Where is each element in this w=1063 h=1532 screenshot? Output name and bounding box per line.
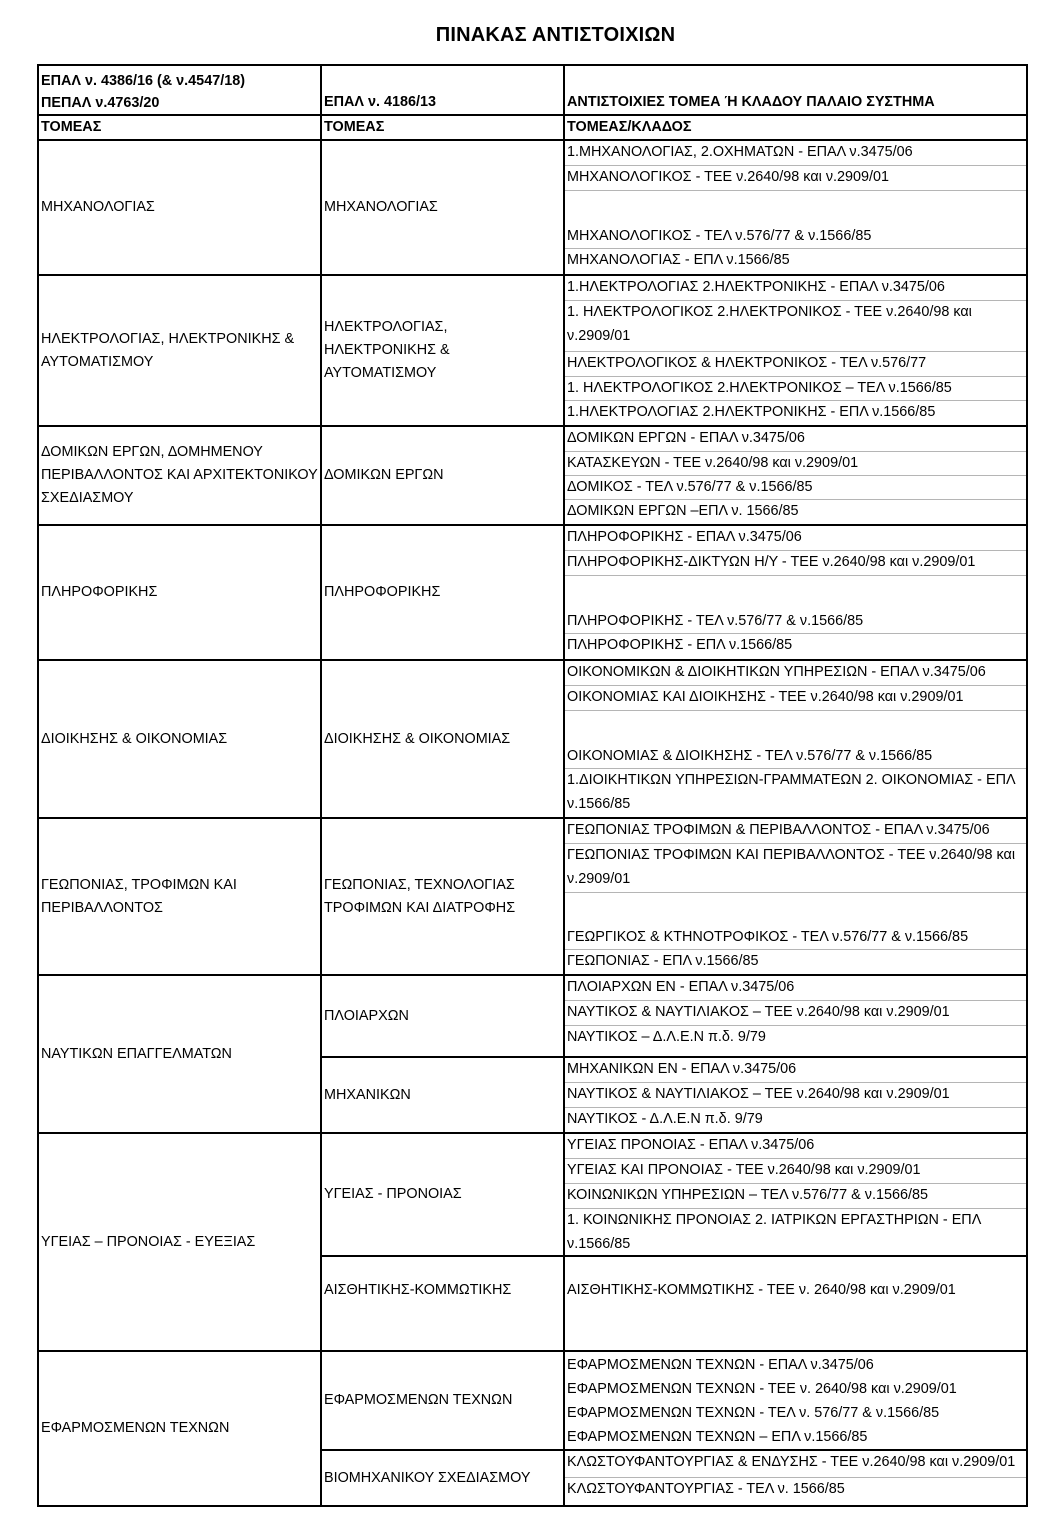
table-row	[38, 140, 1027, 275]
list-item: ΚΛΩΣΤΟΥΦΑΝΤΟΥΡΓΙΑΣ & ΕΝΔΥΣΗΣ - ΤΕΕ ν.2640/98 και ν.2909/01	[565, 1451, 1026, 1478]
list-item: ΝΑΥΤΙΚΟΣ - Δ.Λ.Ε.Ν π.δ. 9/79	[567, 1111, 763, 1127]
table-row	[38, 818, 1027, 975]
header-col1-line2: ΠΕΠΑΛ ν.4763/20	[41, 95, 160, 111]
subsector-cell: ΠΛΟΙΑΡΧΩΝ	[321, 975, 564, 1057]
list-item: 1.ΗΛΕΚΤΡΟΛΟΓΙΑΣ 2.ΗΛΕΚΤΡΟΝΙΚΗΣ - ΕΠΑΛ ν.3475/06	[565, 276, 1026, 301]
list-item: ΕΦΑΡΜΟΣΜΕΝΩΝ ΤΕΧΝΩΝ - ΤΕΕ ν. 2640/98 και ν.2909/01	[567, 1381, 957, 1397]
header-col1	[38, 65, 321, 115]
subsector-cell: ΜΗΧΑΝΟΛΟΓΙΑΣ	[321, 140, 564, 275]
list-item: ΟΙΚΟΝΟΜΙΑΣ ΚΑΙ ΔΙΟΙΚΗΣΗΣ - ΤΕΕ ν.2640/98 και ν.2909/01	[565, 686, 1026, 711]
correspondence-cell	[564, 525, 1027, 660]
list-item: ΚΟΙΝΩΝΙΚΩΝ ΥΠΗΡΕΣΙΩΝ – ΤΕΛ ν.576/77 & ν.1566/85	[565, 1184, 1026, 1209]
correspondence-cell	[564, 818, 1027, 975]
correspondence-cell: ΑΙΣΘΗΤΙΚΗΣ-ΚΟΜΜΩΤΙΚΗΣ - ΤΕΕ ν. 2640/98 και ν.2909/01	[564, 1256, 1027, 1351]
subsector-cell: ΓΕΩΠΟΝΙΑΣ, ΤΕΧΝΟΛΟΓΙΑΣ ΤΡΟΦΙΜΩΝ ΚΑΙ ΔΙΑΤΡΟΦΗΣ	[321, 818, 564, 975]
list-item: 1. ΗΛΕΚΤΡΟΛΟΓΙΚΟΣ 2.ΗΛΕΚΤΡΟΝΙΚΟΣ – ΤΕΛ ν.1566/85	[565, 377, 1026, 401]
list-item: ΜΗΧΑΝΟΛΟΓΙΚΟΣ - ΤΕΛ ν.576/77 & ν.1566/85	[565, 191, 1026, 249]
correspondence-cell	[564, 1057, 1027, 1133]
sector-cell: ΥΓΕΙΑΣ – ΠΡΟΝΟΙΑΣ - ΕΥΕΞΙΑΣ	[38, 1133, 321, 1351]
list-item: 1.ΜΗΧΑΝΟΛΟΓΙΑΣ, 2.ΟΧΗΜΑΤΩΝ - ΕΠΑΛ ν.3475/06	[565, 141, 1026, 166]
list-item: ΓΕΩΠΟΝΙΑΣ ΤΡΟΦΙΜΩΝ ΚΑΙ ΠΕΡΙΒΑΛΛΟΝΤΟΣ - ΤΕΕ ν.2640/98 και ν.2909/01	[565, 844, 1026, 893]
list-item: ΔΟΜΙΚΩΝ ΕΡΓΩΝ –ΕΠΛ ν. 1566/85	[567, 503, 799, 519]
sector-cell: ΜΗΧΑΝΟΛΟΓΙΑΣ	[38, 140, 321, 275]
table-row	[38, 525, 1027, 660]
sector-cell: ΔΙΟΙΚΗΣΗΣ & ΟΙΚΟΝΟΜΙΑΣ	[38, 660, 321, 818]
list-item: ΜΗΧΑΝΙΚΩΝ ΕΝ - ΕΠΑΛ ν.3475/06	[565, 1058, 1026, 1083]
subsector-cell: ΠΛΗΡΟΦΟΡΙΚΗΣ	[321, 525, 564, 660]
table-row	[38, 275, 1027, 426]
subsector-cell: ΒΙΟΜΗΧΑΝΙΚΟΥ ΣΧΕΔΙΑΣΜΟΥ	[321, 1450, 564, 1506]
correspondence-cell	[564, 660, 1027, 818]
list-item: 1. ΗΛΕΚΤΡΟΛΟΓΙΚΟΣ 2.ΗΛΕΚΤΡΟΝΙΚΟΣ - ΤΕΕ ν.2640/98 και ν.2909/01	[565, 301, 1026, 352]
list-item: ΔΟΜΙΚΩΝ ΕΡΓΩΝ - ΕΠΑΛ ν.3475/06	[565, 427, 1026, 452]
list-item: ΟΙΚΟΝΟΜΙΚΩΝ & ΔΙΟΙΚΗΤΙΚΩΝ ΥΠΗΡΕΣΙΩΝ - ΕΠΑΛ ν.3475/06	[565, 661, 1026, 686]
subheader-col3: ΤΟΜΕΑΣ/ΚΛΑΔΟΣ	[564, 115, 1027, 140]
subsector-cell: ΑΙΣΘΗΤΙΚΗΣ-ΚΟΜΜΩΤΙΚΗΣ	[321, 1256, 564, 1351]
correspondence-table	[37, 64, 1028, 1507]
table-row	[38, 426, 1027, 525]
list-item: ΟΙΚΟΝΟΜΙΑΣ & ΔΙΟΙΚΗΣΗΣ - ΤΕΛ ν.576/77 & ν.1566/85	[565, 711, 1026, 769]
header-row	[38, 65, 1027, 115]
correspondence-cell	[564, 1450, 1027, 1506]
table-row	[38, 1133, 1027, 1256]
correspondence-cell	[564, 426, 1027, 525]
list-item: ΠΛΟΙΑΡΧΩΝ ΕΝ - ΕΠΑΛ ν.3475/06	[565, 976, 1026, 1001]
subsector-cell: ΔΙΟΙΚΗΣΗΣ & ΟΙΚΟΝΟΜΙΑΣ	[321, 660, 564, 818]
list-item: ΠΛΗΡΟΦΟΡΙΚΗΣ - ΕΠΛ ν.1566/85	[567, 637, 793, 653]
sector-cell: ΕΦΑΡΜΟΣΜΕΝΩΝ ΤΕΧΝΩΝ	[38, 1351, 321, 1506]
list-item: ΝΑΥΤΙΚΟΣ – Δ.Λ.Ε.Ν π.δ. 9/79	[567, 1029, 766, 1045]
list-item: ΗΛΕΚΤΡΟΛΟΓΙΚΟΣ & ΗΛΕΚΤΡΟΝΙΚΟΣ - ΤΕΛ ν.576/77	[565, 352, 1026, 377]
correspondence-cell	[564, 140, 1027, 275]
list-item: ΔΟΜΙΚΟΣ - ΤΕΛ ν.576/77 & ν.1566/85	[565, 476, 1026, 500]
list-item: 1. ΚΟΙΝΩΝΙΚΗΣ ΠΡΟΝΟΙΑΣ 2. ΙΑΤΡΙΚΩΝ ΕΡΓΑΣΤΗΡΙΩΝ - ΕΠΛ ν.1566/85	[567, 1212, 981, 1252]
list-item: ΜΗΧΑΝΟΛΟΓΙΑΣ - ΕΠΛ ν.1566/85	[567, 252, 790, 268]
subheader-col2: ΤΟΜΕΑΣ	[321, 115, 564, 140]
list-item: ΚΛΩΣΤΟΥΦΑΝΤΟΥΡΓΙΑΣ - ΤΕΛ ν. 1566/85	[567, 1481, 845, 1497]
sector-cell: ΔΟΜΙΚΩΝ ΕΡΓΩΝ, ΔΟΜΗΜΕΝΟΥ ΠΕΡΙΒΑΛΛΟΝΤΟΣ ΚΑΙ ΑΡΧΙΤΕΚΤΟΝΙΚΟΥ ΣΧΕΔΙΑΣΜΟΥ	[38, 426, 321, 525]
subsector-cell: ΔΟΜΙΚΩΝ ΕΡΓΩΝ	[321, 426, 564, 525]
list-item: ΝΑΥΤΙΚΟΣ & ΝΑΥΤΙΛΙΑΚΟΣ – ΤΕΕ ν.2640/98 και ν.2909/01	[565, 1083, 1026, 1108]
list-item: 1.ΔΙΟΙΚΗΤΙΚΩΝ ΥΠΗΡΕΣΙΩΝ-ΓΡΑΜΜΑΤΕΩΝ 2. ΟΙΚΟΝΟΜΙΑΣ - ΕΠΛ ν.1566/85	[567, 772, 1015, 812]
subsector-cell: ΕΦΑΡΜΟΣΜΕΝΩΝ ΤΕΧΝΩΝ	[321, 1351, 564, 1450]
correspondence-cell	[564, 975, 1027, 1057]
header-col2: ΕΠΑΛ ν. 4186/13	[321, 65, 564, 115]
list-item: ΓΕΩΡΓΙΚΟΣ & ΚΤΗΝΟΤΡΟΦΙΚΟΣ - ΤΕΛ ν.576/77 & ν.1566/85	[565, 893, 1026, 950]
header-col3: ΑΝΤΙΣΤΟΙΧΙΕΣ ΤΟΜΕΑ Ή ΚΛΑΔΟΥ ΠΑΛΑΙΟ ΣΥΣΤΗΜΑ	[564, 65, 1027, 115]
subsector-cell: ΥΓΕΙΑΣ - ΠΡΟΝΟΙΑΣ	[321, 1133, 564, 1256]
list-item: ΥΓΕΙΑΣ ΚΑΙ ΠΡΟΝΟΙΑΣ - ΤΕΕ ν.2640/98 και ν.2909/01	[565, 1159, 1026, 1184]
list-item: ΕΦΑΡΜΟΣΜΕΝΩΝ ΤΕΧΝΩΝ - ΕΠΑΛ ν.3475/06	[567, 1357, 874, 1373]
subheader-col1: ΤΟΜΕΑΣ	[38, 115, 321, 140]
sector-cell: ΓΕΩΠΟΝΙΑΣ, ΤΡΟΦΙΜΩΝ ΚΑΙ ΠΕΡΙΒΑΛΛΟΝΤΟΣ	[38, 818, 321, 975]
header-col1-line1: ΕΠΑΛ ν. 4386/16 (& ν.4547/18)	[41, 73, 245, 89]
list-item: ΠΛΗΡΟΦΟΡΙΚΗΣ - ΤΕΛ ν.576/77 & ν.1566/85	[565, 576, 1026, 634]
list-item: ΝΑΥΤΙΚΟΣ & ΝΑΥΤΙΛΙΑΚΟΣ – ΤΕΕ ν.2640/98 και ν.2909/01	[565, 1001, 1026, 1026]
list-item: ΕΦΑΡΜΟΣΜΕΝΩΝ ΤΕΧΝΩΝ - ΤΕΛ ν. 576/77 & ν.1566/85	[567, 1405, 940, 1421]
list-item: 1.ΗΛΕΚΤΡΟΛΟΓΙΑΣ 2.ΗΛΕΚΤΡΟΝΙΚΗΣ - ΕΠΛ ν.1566/85	[567, 404, 936, 420]
table-row	[38, 660, 1027, 818]
list-item: ΠΛΗΡΟΦΟΡΙΚΗΣ-ΔΙΚΤΥΩΝ Η/Υ - ΤΕΕ ν.2640/98 και ν.2909/01	[565, 551, 1026, 576]
list-item: ΕΦΑΡΜΟΣΜΕΝΩΝ ΤΕΧΝΩΝ – ΕΠΛ ν.1566/85	[567, 1429, 868, 1445]
table-row	[38, 1351, 1027, 1450]
list-item: ΓΕΩΠΟΝΙΑΣ ΤΡΟΦΙΜΩΝ & ΠΕΡΙΒΑΛΛΟΝΤΟΣ - ΕΠΑΛ ν.3475/06	[565, 819, 1026, 844]
list-item: ΚΑΤΑΣΚΕΥΩΝ - ΤΕΕ ν.2640/98 και ν.2909/01	[565, 452, 1026, 476]
subheader-row	[38, 115, 1027, 140]
sector-cell: ΝΑΥΤΙΚΩΝ ΕΠΑΓΓΕΛΜΑΤΩΝ	[38, 975, 321, 1133]
list-item: ΠΛΗΡΟΦΟΡΙΚΗΣ - ΕΠΑΛ ν.3475/06	[565, 526, 1026, 551]
page-title: ΠΙΝΑΚΑΣ ΑΝΤΙΣΤΟΙΧΙΩΝ	[435, 24, 676, 46]
correspondence-cell	[564, 275, 1027, 426]
table-row	[38, 975, 1027, 1057]
subsector-cell: ΜΗΧΑΝΙΚΩΝ	[321, 1057, 564, 1133]
sector-cell: ΠΛΗΡΟΦΟΡΙΚΗΣ	[38, 525, 321, 660]
correspondence-cell	[564, 1133, 1027, 1256]
correspondence-cell	[564, 1351, 1027, 1450]
list-item: ΜΗΧΑΝΟΛΟΓΙΚΟΣ - ΤΕΕ ν.2640/98 και ν.2909/01	[565, 166, 1026, 191]
subsector-cell: ΗΛΕΚΤΡΟΛΟΓΙΑΣ, ΗΛΕΚΤΡΟΝΙΚΗΣ & ΑΥΤΟΜΑΤΙΣΜΟΥ	[321, 275, 564, 426]
list-item: ΥΓΕΙΑΣ ΠΡΟΝΟΙΑΣ - ΕΠΑΛ ν.3475/06	[565, 1134, 1026, 1159]
sector-cell: ΗΛΕΚΤΡΟΛΟΓΙΑΣ, ΗΛΕΚΤΡΟΝΙΚΗΣ & ΑΥΤΟΜΑΤΙΣΜΟΥ	[38, 275, 321, 426]
list-item: ΓΕΩΠΟΝΙΑΣ - ΕΠΛ ν.1566/85	[567, 953, 759, 969]
